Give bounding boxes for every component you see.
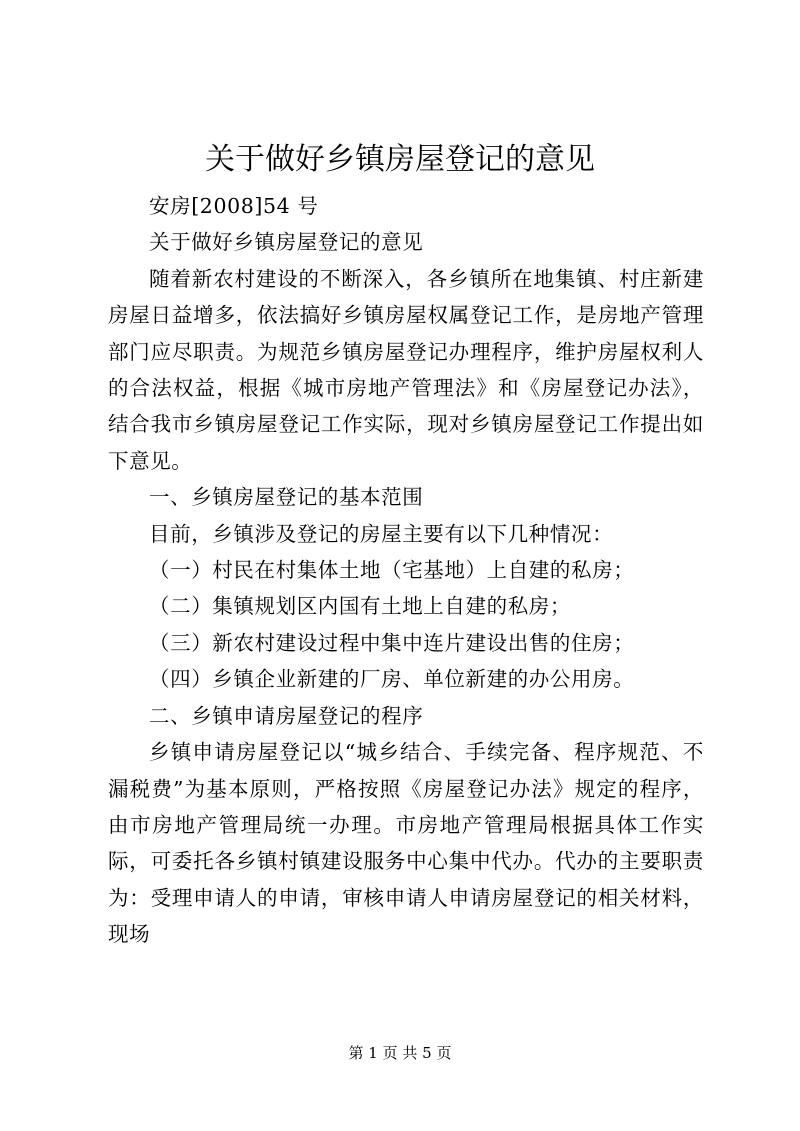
section-heading-1: 一、乡镇房屋登记的基本范围 <box>149 485 424 510</box>
paragraph: 乡镇申请房屋登记以“城乡结合、手续完备、程序规范、不漏税费”为基本原则，严格按照《房屋登记办法》规定的程序，由市房地产管理局统一办理。市房地产管理局根据具体工作实际，可委托各乡镇村镇建设服务中心集中代办。代办的主要职责为：受理申请人的申请，审核申请人申请房屋登记的相关材料，现场 <box>108 740 704 947</box>
document-body <box>108 188 704 953</box>
page-footer: 第 1 页 共 5 页 <box>348 1044 452 1062</box>
document-title: 关于做好乡镇房屋登记的意见 <box>205 142 595 177</box>
list-item: （四）乡镇企业新建的厂房、单位新建的办公用房。 <box>149 667 635 692</box>
document-number: 安房[2008]54 号 <box>149 194 319 218</box>
list-item: （二）集镇规划区内国有土地上自建的私房； <box>149 594 571 619</box>
intro-paragraph: 随着新农村建设的不断深入，各乡镇所在地集镇、村庄新建房屋日益增多，依法搞好乡镇房屋权属登记工作，是房地产管理部门应尽职责。为规范乡镇房屋登记办理程序，维护房屋权利人的合法权益，根据《城市房地产管理法》和《房屋登记办法》，结合我市乡镇房屋登记工作实际，现对乡镇房屋登记工作提出如下意见。 <box>108 266 704 473</box>
paragraph: 目前，乡镇涉及登记的房屋主要有以下几种情况： <box>149 521 614 546</box>
section-heading-2: 二、乡镇申请房屋登记的程序 <box>149 703 424 728</box>
list-item: （三）新农村建设过程中集中连片建设出售的住房； <box>149 630 635 655</box>
document-subtitle: 关于做好乡镇房屋登记的意见 <box>149 230 424 255</box>
list-item: （一）村民在村集体土地（宅基地）上自建的私房； <box>149 558 635 583</box>
